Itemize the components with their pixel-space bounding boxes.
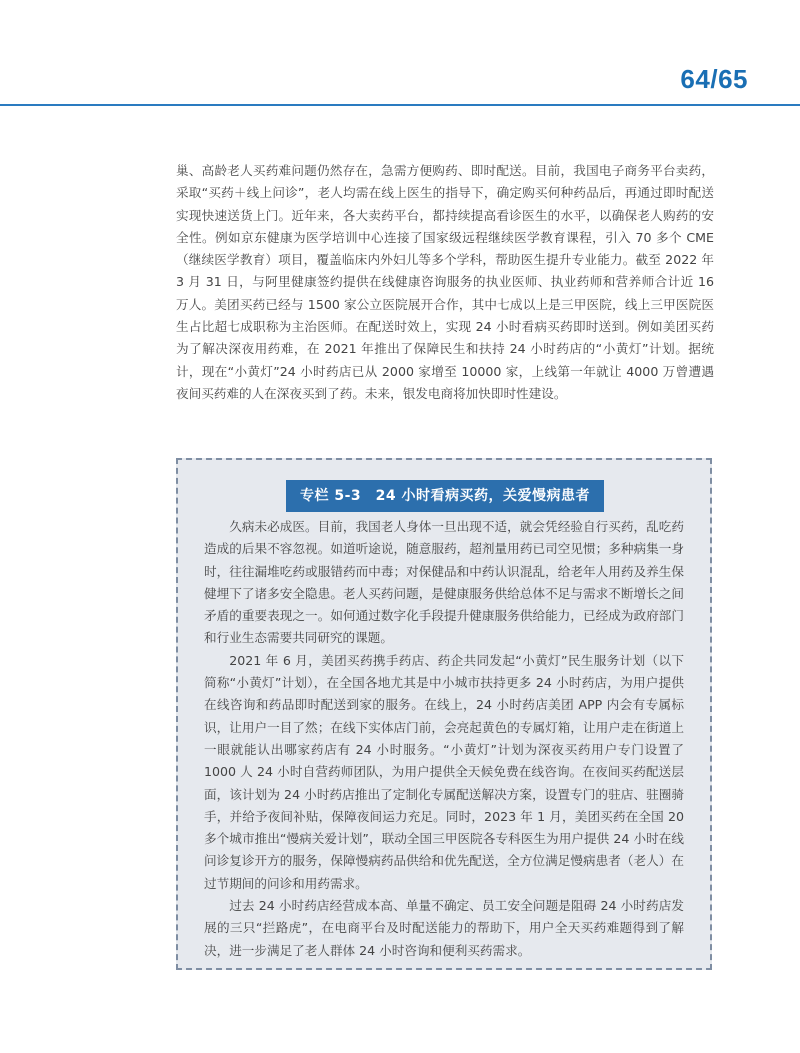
column-paragraph-3: 过去 24 小时药店经营成本高、单量不确定、员工安全问题是阻碍 24 小时药店发展的三只“拦路虎”，在电商平台及时配送能力的帮助下，用户全天买药难题得到了解决，进一步满足了老人群体 24 小时咨询和便利买药需求。 (204, 898, 684, 958)
header-divider (0, 104, 800, 106)
sidebar-column-box (176, 458, 712, 970)
page-number: 64/65 (680, 64, 748, 94)
column-body (204, 516, 684, 962)
column-title: 专栏 5-3 24 小时看病买药，关爱慢病患者 (286, 480, 604, 512)
column-paragraph-2: 2021 年 6 月，美团买药携手药店、药企共同发起“小黄灯”民生服务计划（以下简称“小黄灯”计划），在全国各地尤其是中小城市扶持更多 24 小时药店，为用户提供在线咨询和药品即时配送到家的服务。在线上，24 小时药店美团 APP 内会有专属标识，让用户一目了然；在线下实体店门前，会亮起黄色的专属灯箱，让用户走在街道上一眼就能认出哪家药店有 24 小时服务。“小黄灯”计划为深夜买药用户专门设置了 1000 人 24 小时自营药师团队，为用户提供全天候免费在线咨询。在夜间买药配送层面，该计划为 24 小时药店推出了定制化专属配送解决方案，设置专门的驻店、驻圈骑手，并给予夜间补贴，保障夜间运力充足。同时，2023 年 1 月，美团买药在全国 20 多个城市推出“慢病关爱计划”，联动全国三甲医院各专科医生为用户提供 24 小时在线问诊复诊开方的服务，保障慢病药品供给和优先配送，全方位满足慢病患者（老人）在过节期间的问诊和用药需求。 (204, 652, 684, 891)
body-paragraph: 巢、高龄老人买药难问题仍然存在，急需方便购药、即时配送。目前，我国电子商务平台卖药，采取“买药＋线上问诊”，老人均需在线上医生的指导下，确定购买何种药品后，再通过即时配送实现快速送货上门。近年来，各大卖药平台，都持续提高看诊医生的水平，以确保老人购药的安全性。例如京东健康为医学培训中心连接了国家级远程继续医学教育课程，引入 70 多个 CME（继续医学教育）项目，覆盖临床内外妇儿等多个学科，帮助医生提升专业能力。截至 2022 年 3 月 31 日，与阿里健康签约提供在线健康咨询服务的执业医师、执业药师和营养师合计近 16 万人。美团买药已经与 1500 家公立医院展开合作，其中七成以上是三甲医院，线上三甲医院医生占比超七成职称为主治医师。在配送时效上，实现 24 小时看病买药即时送到。例如美团买药为了解决深夜用药难，在 2021 年推出了保障民生和扶持 24 小时药店的“小黄灯”计划。据统计，现在“小黄灯”24 小时药店已从 2000 家增至 10000 家，上线第一年就让 4000 万曾遭遇夜间买药难的人在深夜买到了药。未来，银发电商将加快即时性建设。 (176, 163, 714, 401)
column-paragraph-1: 久病未必成医。目前，我国老人身体一旦出现不适，就会凭经验自行买药，乱吃药造成的后果不容忽视。如道听途说，随意服药，超剂量用药已司空见惯；多种病集一身时，往往漏堆吃药或服错药而中毒；对保健品和中药认识混乱，给老年人用药及养生保健埋下了诸多安全隐患。老人买药问题，是健康服务供给总体不足与需求不断增长之间矛盾的重要表现之一。如何通过数字化手段提升健康服务供给能力，已经成为政府部门和行业生态需要共同研究的课题。 (204, 519, 684, 646)
